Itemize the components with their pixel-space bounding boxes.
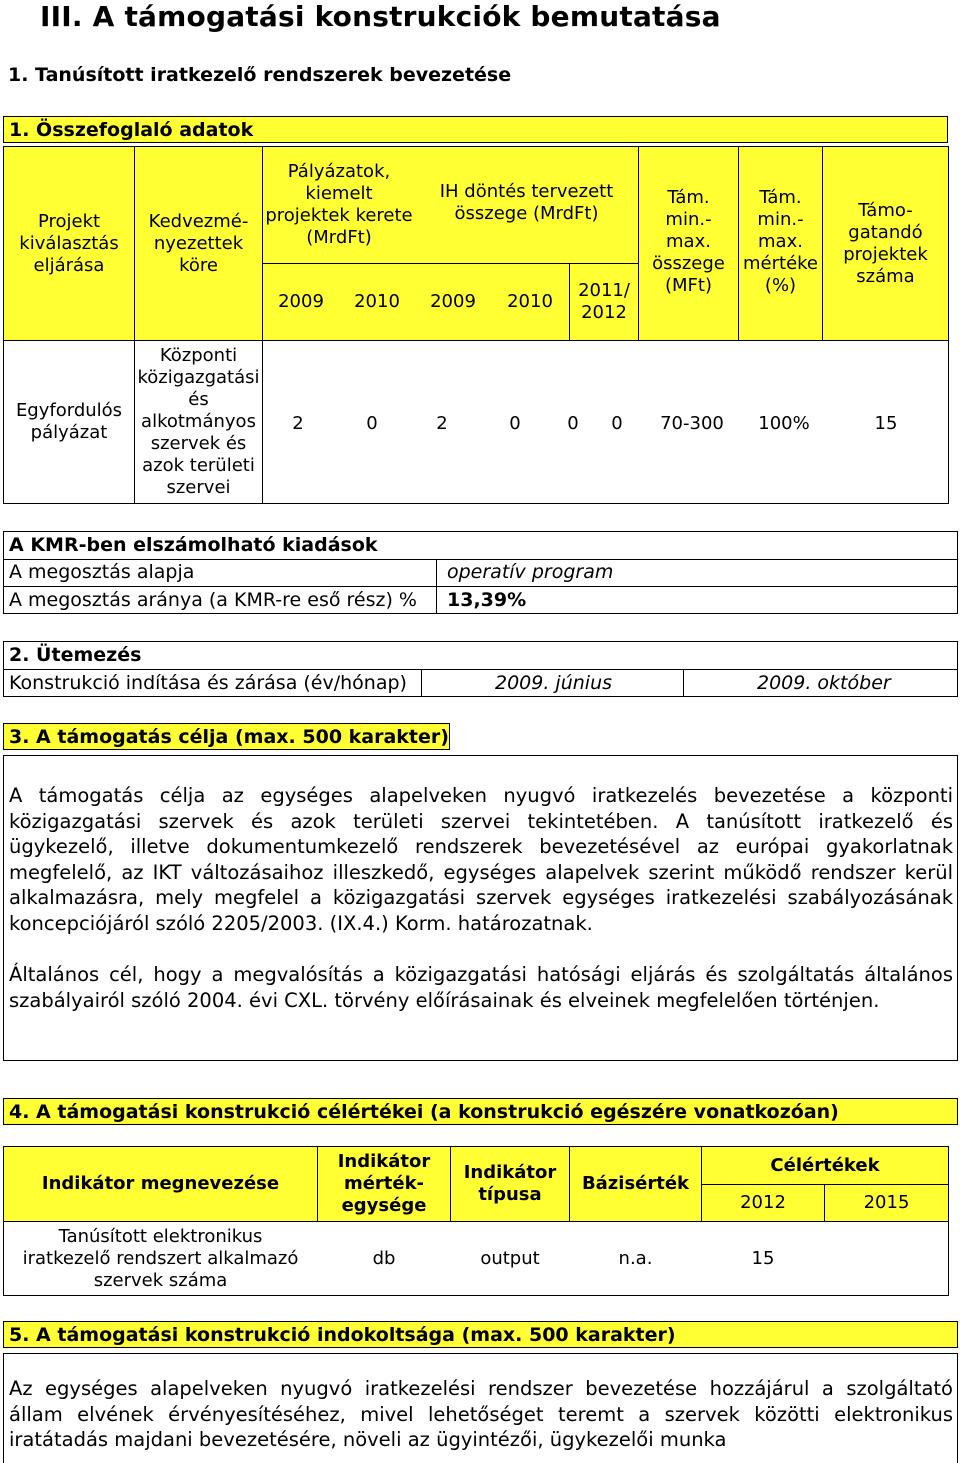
header-project-count: Támo-gatandó projektek száma <box>843 199 928 287</box>
value-frame-2010: 0 <box>366 413 378 434</box>
header-target-2012: 2012 <box>740 1192 786 1213</box>
kmr-table <box>3 531 958 614</box>
kmr-basis-label: A megosztás alapja <box>9 561 195 583</box>
justification-paragraph: Az egységes alapelveken nyugvó iratkezelési rendszer bevezetése hozzájárul a szolgáltató állam elvének érvényesítéséhez, mivel lehetőséget teremt a szervek közötti elektronikus iratátadás majdani bevezetésére, növeli az ügyintézői, ügykezelői munka <box>9 1377 953 1451</box>
header-indicator-type: Indikátor típusa <box>463 1162 557 1205</box>
header-base-value: Bázisérték <box>581 1173 690 1194</box>
page-subtitle: 1. Tanúsított iratkezelő rendszerek bevezetése <box>8 64 512 86</box>
header-target-2015: 2015 <box>863 1192 910 1213</box>
summary-table <box>3 146 949 504</box>
value-decision-2011: 0 <box>567 413 579 434</box>
section-4-heading: 4. A támogatási konstrukció célértékei (a konstrukció egészére vonatkozóan) <box>3 1098 958 1125</box>
header-target-values: Célértékek <box>770 1154 880 1176</box>
section-3-heading: 3. A támogatás célja (max. 500 karakter) <box>3 723 450 750</box>
schedule-label: Konstrukció indítása és zárása (év/hónap) <box>9 672 407 694</box>
objective-box <box>3 755 958 1061</box>
objective-paragraph-2: Általános cél, hogy a megvalósítás a közigazgatási hatósági eljárás és szolgáltatás általános szabályairól szóló 2004. évi CXL. törvény előírásainak és elveinek megfelelően történjen. <box>9 963 953 1012</box>
indicator-type: output <box>480 1247 540 1269</box>
header-year-2009-a: 2009 <box>278 291 324 312</box>
indicator-base: n.a. <box>618 1247 653 1269</box>
header-year-2011-2012: 2011/ 2012 <box>578 280 630 323</box>
header-year-2010-a: 2010 <box>354 291 400 312</box>
section-1-heading: 1. Összefoglaló adatok <box>3 116 948 143</box>
indicator-table <box>3 1146 949 1296</box>
value-decision-2009: 2 <box>436 413 448 434</box>
header-support-rate: Tám. min.-max. mértéke (%) <box>743 187 818 296</box>
section-5-heading: 5. A támogatási konstrukció indokoltsága (max. 500 karakter) <box>3 1321 958 1348</box>
kmr-basis-value: operatív program <box>447 561 614 583</box>
value-decision-2012: 0 <box>611 413 623 434</box>
beneficiaries-value: Központi közigazgatási és alkotmányos szervek és azok területi szervei <box>137 345 260 498</box>
schedule-table <box>3 641 958 697</box>
header-year-2009-b: 2009 <box>430 291 476 312</box>
header-indicator-unit: Indikátor mérték-egysége <box>337 1151 431 1216</box>
indicator-unit: db <box>372 1247 396 1269</box>
objective-paragraph-1: A támogatás célja az egységes alapelveken nyugvó iratkezelés bevezetése a központi közigazgatási szervek és azok területi szervei tekintetében. A tanúsított iratkezelő és ügykezelő, illetve dokumentumkezelő rendszerek bevezetésével az európai gyakorlatnak megfelelő, az IKT változásaihoz illeszkedő, egységes alapelvek szerint működő rendszer kerül alkalmazásra, mely megfelel a közigazgatási szervek egységes iratkezelési szabályozásának koncepciójáról szóló 2205/2003. (IX.4.) Korm. határozatnak. <box>9 784 953 935</box>
header-planned-amount: IH döntés tervezett összege (MrdFt) <box>439 181 614 224</box>
indicator-target-2012: 15 <box>751 1247 775 1269</box>
page-title: III. A támogatási konstrukciók bemutatása <box>40 0 721 33</box>
kmr-heading: A KMR-ben elszámolható kiadások <box>9 534 378 556</box>
procedure-value: Egyfordulós pályázat <box>15 400 123 443</box>
justification-box <box>3 1353 958 1463</box>
kmr-ratio-value: 13,39% <box>447 589 527 611</box>
indicator-name: Tanúsított elektronikus iratkezelő rendszert alkalmazó szervek száma <box>22 1225 299 1291</box>
header-budget-frame: Pályázatok, kiemelt projektek kerete (MrdFt) <box>265 161 413 248</box>
value-decision-2010: 0 <box>509 413 521 434</box>
section-2-heading: 2. Ütemezés <box>9 644 142 666</box>
indicator-target-2015 <box>825 1222 948 1295</box>
header-year-2010-b: 2010 <box>507 291 553 312</box>
value-project-count: 15 <box>874 413 898 434</box>
header-support-amount: Tám. min.-max. összege (MFt) <box>652 187 725 296</box>
header-selection-procedure: Projekt kiválasztás eljárása <box>19 210 119 276</box>
value-support-rate: 100% <box>758 413 810 434</box>
value-support-amount: 70-300 <box>660 413 724 434</box>
header-beneficiaries: Kedvezmé-nyezettek köre <box>148 210 249 276</box>
header-indicator-name: Indikátor megnevezése <box>41 1173 280 1194</box>
schedule-start: 2009. június <box>495 672 613 694</box>
value-frame-2009: 2 <box>292 413 304 434</box>
kmr-ratio-label: A megosztás aránya (a KMR-re eső rész) % <box>9 589 417 611</box>
schedule-end: 2009. október <box>757 672 891 694</box>
